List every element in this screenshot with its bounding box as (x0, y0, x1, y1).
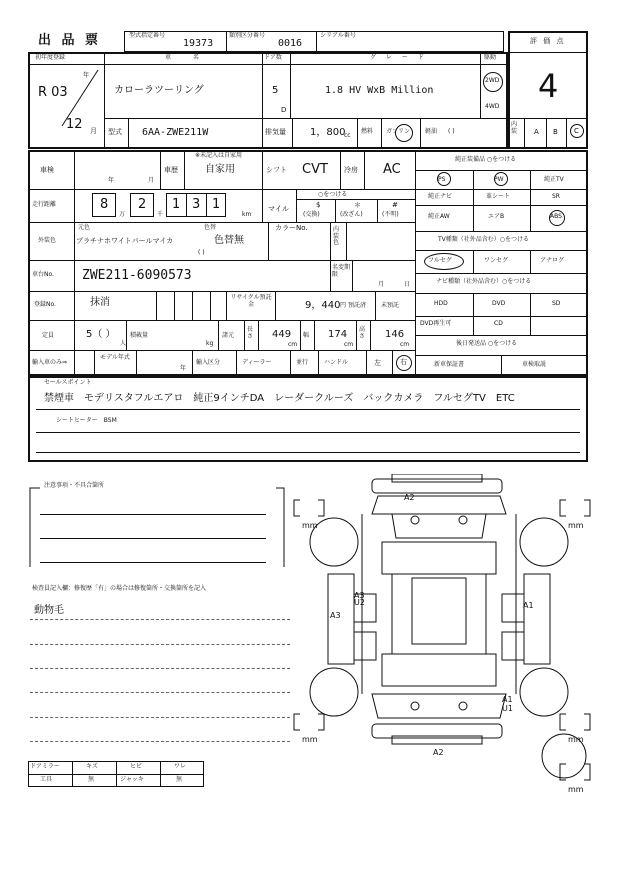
handle-left: 左 (374, 359, 381, 367)
navi-dvd: DVD (492, 300, 506, 307)
mark-rear-right: A1 (502, 695, 513, 704)
grade-label: グ レ ー ド (370, 54, 428, 61)
model-value: 6AA-ZWE211W (142, 127, 209, 138)
ac-value: AC (383, 162, 401, 177)
mileage-digit-3: 1 (172, 197, 181, 212)
color-label: 外装色 (38, 237, 57, 244)
mm-front-left: mm (302, 521, 318, 530)
sales-label: セールスポイント (44, 379, 92, 386)
tools-value: 無 (88, 776, 95, 783)
drive-2wd: 2WD (485, 77, 500, 84)
category-label: 類別区分番号 (229, 32, 266, 39)
import-type-label: 輸入区分 (196, 359, 221, 366)
mm-rear-right: mm (568, 735, 584, 744)
later-manual: 車検取説 (522, 361, 547, 368)
interior-c: C (574, 127, 579, 135)
dealer-option: ディーラー (242, 359, 272, 366)
jack-label: ジャッキ (120, 776, 144, 783)
first-reg-label: 初年度登録 (35, 54, 66, 61)
navi-label: ナビ種類（社外品含む）○をつける (436, 278, 532, 285)
jack-value: 無 (176, 776, 183, 783)
history-note: ※未記入は自家用 (195, 152, 243, 159)
mark-front-bumper: A2 (404, 493, 415, 502)
recycle-amount: 9，440 (305, 300, 341, 311)
shaken-label: 車検 (40, 166, 54, 174)
mile-label: マイル (268, 205, 289, 213)
mm-spare: mm (568, 785, 584, 794)
recycle-label: リサイクル預託金 (230, 294, 272, 308)
interior-color-label: 内装色 (333, 226, 340, 247)
sales-line-2: シートヒーター BSM (56, 417, 117, 424)
capacity-label: 定員 (42, 332, 55, 339)
auth-label: 型式指定番号 (129, 32, 166, 39)
car-name-label: 車 名 (165, 54, 209, 61)
name-change-label: 名変期限 (332, 264, 351, 279)
shift-label: シフト (266, 166, 287, 174)
door-type: D (281, 106, 287, 114)
equip-navi: 純正ナビ (428, 193, 453, 200)
history-value: 自家用 (205, 164, 235, 175)
grade-value: 1.8 HV WxB Million (325, 85, 434, 96)
import-label: 輸入車のみ⇒ (32, 359, 68, 366)
mileage-unknown: (不明) (382, 211, 399, 218)
mm-front-right: mm (568, 521, 584, 530)
model-label: 型式 (108, 128, 122, 136)
equip-leather: 革シート (486, 193, 511, 200)
fuel-label: 燃料 (361, 128, 374, 135)
car-diagram (292, 474, 632, 804)
equip-airbag: エアB (488, 213, 505, 220)
parallel-option: 並行 (296, 359, 309, 366)
displacement-value: 1，800 (310, 127, 346, 138)
mm-rear-left: mm (302, 735, 318, 744)
score-label: 評 価 点 (530, 37, 566, 45)
serial-label: シリアル番号 (320, 32, 356, 39)
capacity-value: 5（ ） (86, 329, 116, 340)
score-value: 4 (538, 67, 559, 105)
mileage-digit-2: 2 (138, 197, 147, 212)
later-warranty: 新車保証書 (434, 361, 465, 368)
equip-sr: SR (552, 193, 560, 200)
header-codes (124, 31, 504, 52)
mark-rear-bumper: A2 (433, 748, 444, 757)
tv-fullseg: フルセグ (428, 257, 452, 264)
fuel-gasoline: ガソリン (386, 128, 411, 135)
history-label: 車歴 (164, 166, 178, 174)
category-number: 0016 (278, 38, 303, 49)
model-year-label: モデル年式 (100, 354, 130, 361)
interior-b: B (553, 128, 558, 136)
circle-note: ○をつける (318, 191, 348, 198)
mileage-exchanged: (交換) (303, 211, 320, 218)
navi-hdd: HDD (434, 300, 448, 307)
equip-ps: PS (438, 176, 446, 183)
colorno-label: カラーNo. (275, 224, 308, 232)
chassis-number: ZWE211-6090573 (82, 268, 192, 283)
svg-text:U1: U1 (502, 704, 513, 713)
load-label: 積載量 (130, 332, 149, 339)
drive-label: 駆動 (484, 54, 497, 61)
inspector-label: 検査員記入欄：修復歴「有」の場合は修復箇所・交換箇所を記入 (32, 585, 207, 592)
mark-right-panel: A1 (523, 601, 534, 610)
tv-oneseg: ワンセグ (484, 257, 509, 264)
equip-abs: ABS (550, 213, 562, 220)
doors-label: ドア数 (264, 54, 282, 61)
equip-aw: 純正AW (428, 213, 450, 220)
mileage-digit-5: 1 (212, 197, 221, 212)
shift-value: CVT (302, 162, 328, 177)
reg-value: 抹消 (90, 297, 110, 308)
first-reg-month: 12 (66, 117, 83, 132)
dimensions-label: 諸元 (222, 332, 235, 339)
navi-dvdplay: DVD再生可 (420, 320, 452, 327)
mileage-tampered: (改ざん) (340, 211, 363, 218)
mark-left-side: U2 (354, 598, 365, 607)
sales-line-1: 禁煙車 モデリスタフルエアロ 純正9インチDA レーダークルーズ バックカメラ フルセグTV ETC (44, 393, 515, 404)
svg-text:A3: A3 (354, 591, 365, 600)
mileage-digit-4: 3 (192, 197, 201, 212)
handle-label: ハンドル (324, 359, 349, 366)
tools-label: 工具 (40, 776, 53, 783)
chassis-label: 車台No. (32, 271, 54, 278)
interior-a: A (534, 128, 539, 136)
doors-value: 5 (272, 85, 279, 96)
inspector-note: 動物毛 (34, 605, 64, 616)
fuel-diesel: 軽油 (425, 128, 438, 135)
equipment-label: 純正装備品 ○をつける (455, 156, 517, 163)
repaint-value: 色替無 (214, 235, 244, 246)
reg-label: 登録No. (34, 301, 56, 308)
car-name: カローラツーリング (114, 85, 204, 96)
length-value: 449 (272, 329, 292, 340)
mileage-label: 走行距離 (32, 201, 57, 208)
recycle-unpaid: 未預託 (381, 302, 400, 309)
handle-right: 右 (400, 358, 407, 366)
tv-analog: アナログ (540, 257, 565, 264)
original-color: プラチナホワイトパールマイカ (76, 237, 174, 245)
recycle-status: 預託済 (348, 302, 367, 309)
mileage-digit-1: 8 (100, 197, 109, 212)
displacement-label: 排気量 (265, 128, 286, 136)
navi-cd: CD (494, 320, 503, 327)
later-label: 後日発送品 ○をつける (456, 340, 518, 347)
drive-4wd: 4WD (485, 103, 500, 110)
tv-label: TV種類（社外品含む）○をつける (438, 236, 530, 243)
notes-bracket (28, 487, 288, 577)
equip-pw: PW (494, 176, 504, 183)
interior-label: 内装 (511, 121, 518, 135)
auth-number: 19373 (183, 38, 214, 49)
width-value: 174 (328, 329, 348, 340)
equip-tv: 純正TV (544, 176, 564, 183)
mark-left-panel: A3 (330, 611, 341, 620)
first-reg-era: R 03 (38, 85, 68, 100)
ac-label: 冷房 (344, 166, 358, 174)
notes-label: 注意事項・不具合箇所 (44, 482, 105, 489)
height-value: 146 (385, 329, 405, 340)
navi-sd: SD (552, 300, 561, 307)
form-title: 出 品 票 (38, 33, 102, 48)
